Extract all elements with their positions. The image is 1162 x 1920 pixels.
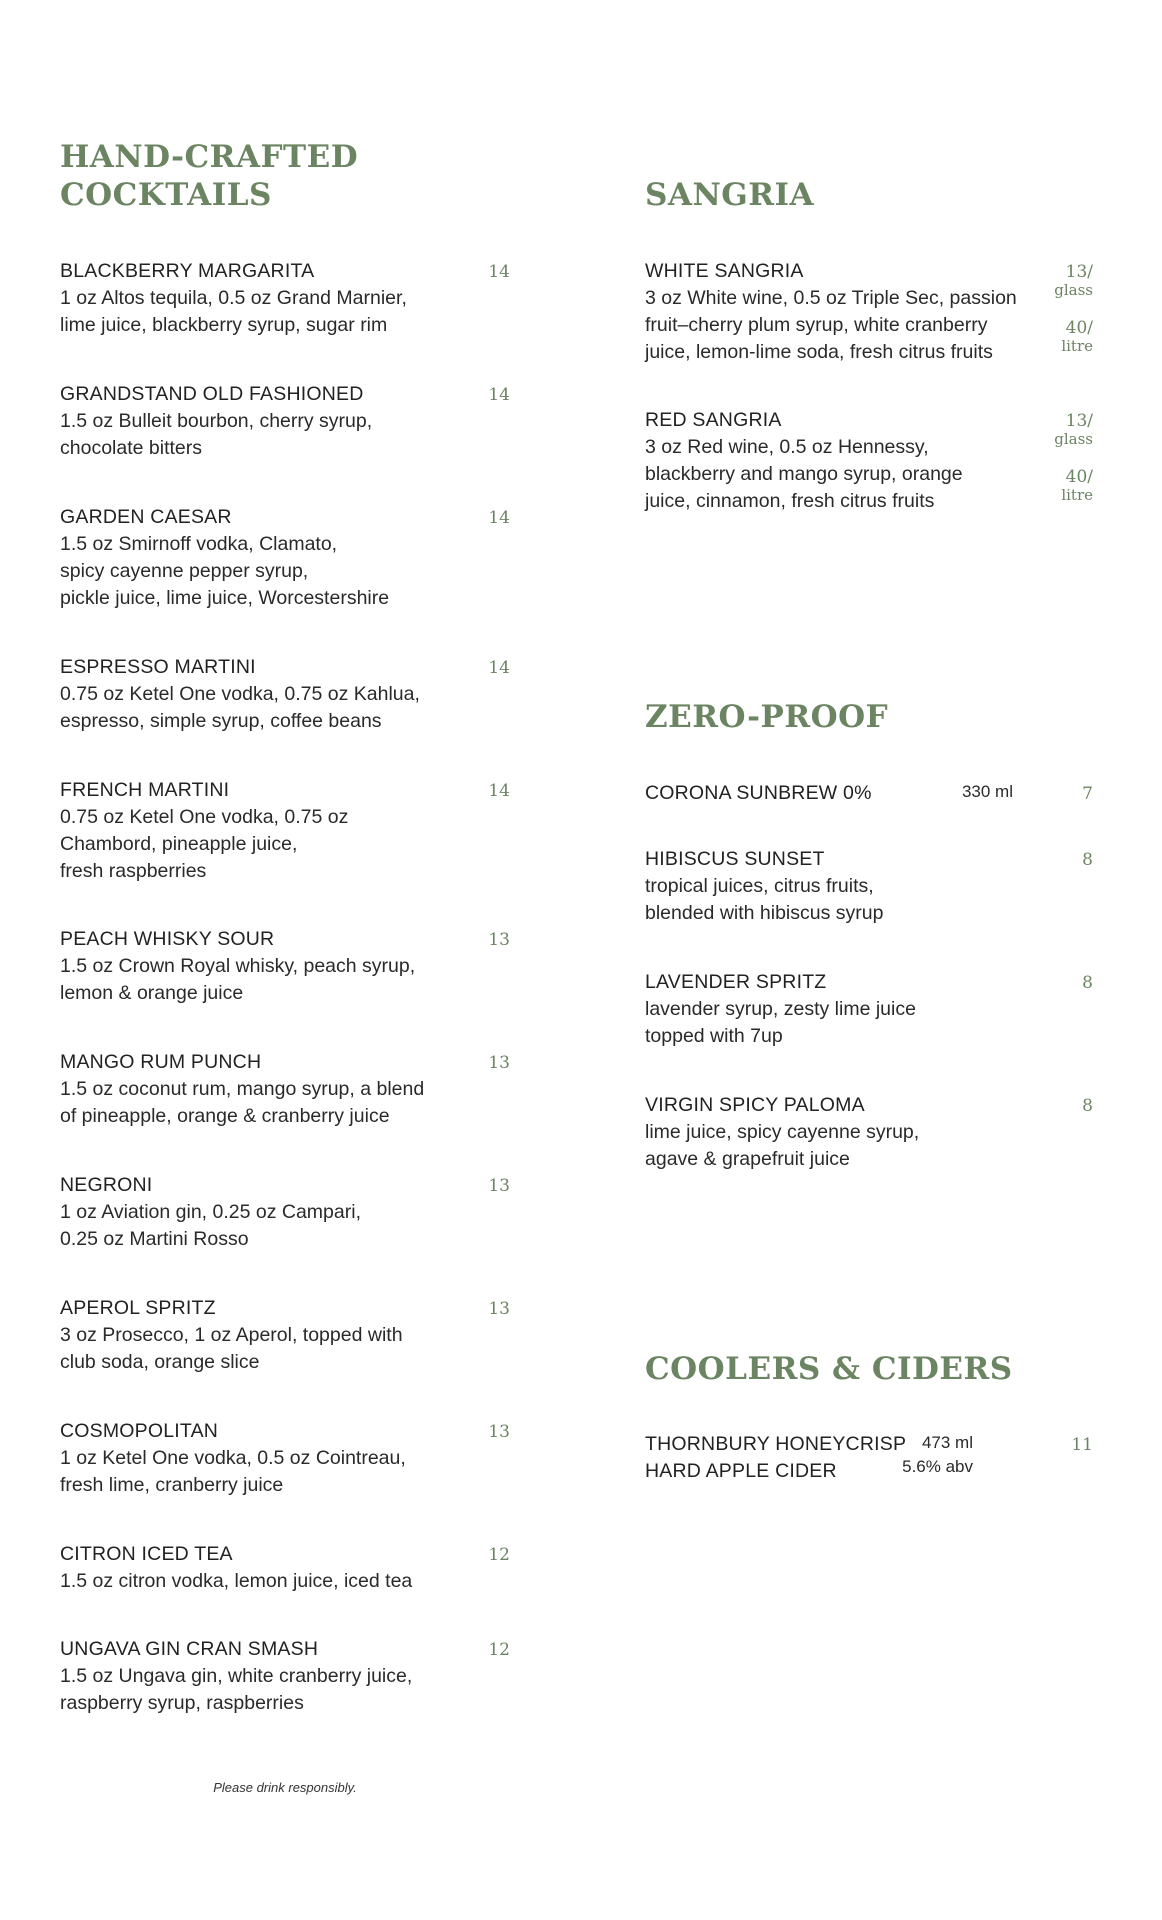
price-per-litre — [1040, 318, 1093, 355]
item-price: 14 — [488, 508, 510, 528]
item-name: BLACKBERRY MARGARITA — [60, 260, 315, 282]
item-name: HIBISCUS SUNSET — [645, 848, 825, 870]
price-glass-unit: glass — [1054, 430, 1093, 448]
item-volume: 473 ml — [921, 1433, 973, 1452]
cocktail-item — [60, 504, 520, 612]
item-description: 1.5 oz citron vodka, lemon juice, iced tea — [60, 1570, 413, 1592]
item-description: 1.5 oz Smirnoff vodka, Clamato, spicy cayenne pepper syrup, pickle juice, lime juice, Worcestershire — [60, 533, 390, 609]
item-price: 7 — [1082, 784, 1093, 804]
cocktail-item — [60, 1418, 520, 1499]
item-name: CORONA SUNBREW 0% — [645, 782, 872, 804]
item-price: 13 — [488, 930, 510, 950]
item-description: 1 oz Aviation gin, 0.25 oz Campari, 0.25 oz Martini Rosso — [60, 1201, 361, 1250]
item-description: 3 oz White wine, 0.5 oz Triple Sec, passion fruit–cherry plum syrup, white cranberry juice, lemon-lime soda, fresh citrus fruits — [645, 287, 1017, 363]
sangria-item — [645, 258, 1045, 366]
sangria-item — [645, 407, 1045, 515]
item-description: 0.75 oz Ketel One vodka, 0.75 oz Kahlua, espresso, simple syrup, coffee beans — [60, 683, 420, 732]
item-price: 12 — [488, 1545, 510, 1565]
item-price: 11 — [1071, 1435, 1093, 1455]
zero-proof-item — [645, 1092, 1045, 1173]
item-name: COSMOPOLITAN — [60, 1420, 219, 1442]
item-name: GRANDSTAND OLD FASHIONED — [60, 383, 364, 405]
item-price: 14 — [488, 385, 510, 405]
item-name: LAVENDER SPRITZ — [645, 971, 827, 993]
item-price: 8 — [1082, 1096, 1093, 1116]
item-description: lime juice, spicy cayenne syrup, agave & grapefruit juice — [645, 1121, 920, 1170]
item-name: ESPRESSO MARTINI — [60, 656, 256, 678]
price-per-glass — [1040, 262, 1093, 299]
cocktail-item — [60, 926, 520, 1007]
item-name: MANGO RUM PUNCH — [60, 1051, 262, 1073]
cocktail-item — [60, 1636, 520, 1717]
item-description: 1 oz Altos tequila, 0.5 oz Grand Marnier, lime juice, blackberry syrup, sugar rim — [60, 287, 407, 336]
zero-proof-heading: ZERO-PROOF — [645, 699, 889, 735]
price-glass-unit: glass — [1054, 281, 1093, 299]
item-price: 8 — [1082, 973, 1093, 993]
item-description: 1.5 oz coconut rum, mango syrup, a blend of pineapple, orange & cranberry juice — [60, 1078, 425, 1127]
cocktail-item — [60, 1541, 520, 1595]
zero-proof-item — [645, 846, 1045, 927]
item-price: 13 — [488, 1176, 510, 1196]
cocktail-item — [60, 258, 520, 339]
item-price: 13 — [488, 1422, 510, 1442]
price-litre-unit: litre — [1061, 486, 1093, 504]
item-name: CITRON ICED TEA — [60, 1543, 233, 1565]
item-name: THORNBURY HONEYCRISP — [645, 1433, 907, 1455]
item-abv: 5.6% abv — [902, 1457, 973, 1476]
price-per-litre — [1040, 467, 1093, 504]
cocktail-item — [60, 1172, 520, 1253]
coolers-ciders-heading: COOLERS & CIDERS — [645, 1351, 1013, 1387]
sangria-heading: SANGRIA — [645, 177, 815, 213]
item-name: RED SANGRIA — [645, 409, 782, 431]
item-price: 12 — [488, 1640, 510, 1660]
item-name: WHITE SANGRIA — [645, 260, 804, 282]
item-description: 0.75 oz Ketel One vodka, 0.75 oz Chambord, pineapple juice, fresh raspberries — [60, 806, 349, 882]
item-description: 1.5 oz Ungava gin, white cranberry juice, raspberry syrup, raspberries — [60, 1665, 413, 1714]
item-price: 8 — [1082, 850, 1093, 870]
cocktails-heading: HAND-CRAFTED COCKTAILS — [60, 139, 359, 213]
cocktail-item — [60, 1295, 520, 1376]
cocktail-item — [60, 777, 520, 885]
footer-note: Please drink responsibly. — [213, 1780, 357, 1795]
price-glass-value: 13/ — [1065, 411, 1093, 431]
price-per-glass — [1040, 411, 1093, 448]
item-name: NEGRONI — [60, 1174, 153, 1196]
item-description: 1.5 oz Bulleit bourbon, cherry syrup, chocolate bitters — [60, 410, 373, 459]
item-price: 13 — [488, 1299, 510, 1319]
price-glass-value: 13/ — [1065, 262, 1093, 282]
item-price: 13 — [488, 1053, 510, 1073]
item-name-line-2: HARD APPLE CIDER — [645, 1460, 837, 1482]
item-price: 14 — [488, 262, 510, 282]
item-volume: 330 ml — [961, 782, 1013, 801]
zero-proof-item — [645, 969, 1045, 1050]
item-description: tropical juices, citrus fruits, blended with hibiscus syrup — [645, 875, 884, 924]
item-description: lavender syrup, zesty lime juice topped with 7up — [645, 998, 916, 1047]
item-description: 3 oz Prosecco, 1 oz Aperol, topped with club soda, orange slice — [60, 1324, 403, 1373]
item-description: 1.5 oz Crown Royal whisky, peach syrup, lemon & orange juice — [60, 955, 416, 1004]
item-description: 3 oz Red wine, 0.5 oz Hennessy, blackberry and mango syrup, orange juice, cinnamon, fresh citrus fruits — [645, 436, 963, 512]
item-name: GARDEN CAESAR — [60, 506, 232, 528]
item-description: 1 oz Ketel One vodka, 0.5 oz Cointreau, fresh lime, cranberry juice — [60, 1447, 406, 1496]
item-price: 14 — [488, 658, 510, 678]
price-litre-unit: litre — [1061, 337, 1093, 355]
price-litre-value: 40/ — [1065, 467, 1093, 487]
item-name: UNGAVA GIN CRAN SMASH — [60, 1638, 319, 1660]
cocktail-item — [60, 381, 520, 462]
item-name: FRENCH MARTINI — [60, 779, 230, 801]
price-litre-value: 40/ — [1065, 318, 1093, 338]
item-name: VIRGIN SPICY PALOMA — [645, 1094, 865, 1116]
zero-proof-item — [645, 780, 905, 807]
item-name: APEROL SPRITZ — [60, 1297, 216, 1319]
cocktail-item — [60, 1049, 520, 1130]
item-name: PEACH WHISKY SOUR — [60, 928, 275, 950]
cocktail-item — [60, 654, 520, 735]
cider-item — [645, 1431, 915, 1485]
item-price: 14 — [488, 781, 510, 801]
